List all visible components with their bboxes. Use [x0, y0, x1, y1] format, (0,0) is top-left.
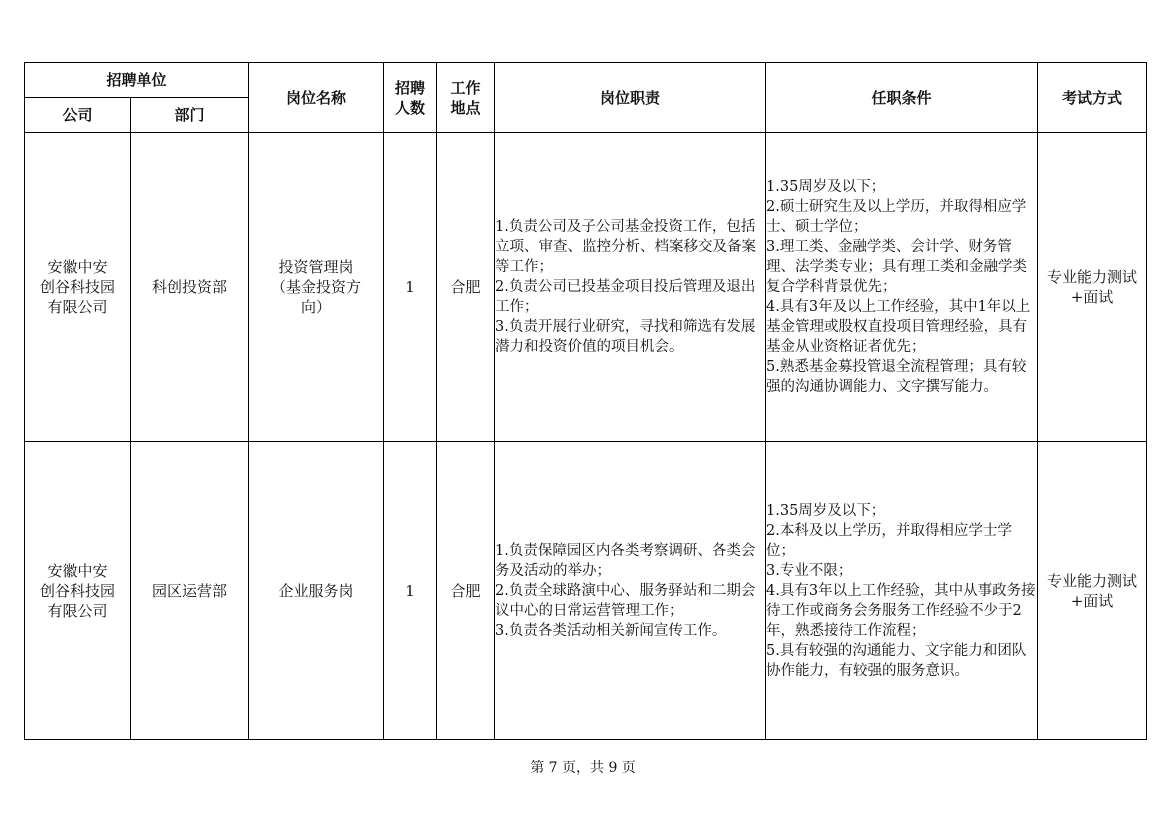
duty-item: 1.负责保障园区内各类考察调研、各类会务及活动的举办；: [495, 542, 756, 579]
requirement-item: 1.35周岁及以下；: [766, 179, 886, 195]
duties-cell: [495, 442, 766, 740]
page-number: 第 7 页，共 9 页: [530, 760, 636, 776]
duty-item: 2.负责全球路演中心、服务驿站和二期会议中心的日常运营管理工作；: [495, 582, 756, 619]
header-requirements: 任职条件: [766, 63, 1038, 133]
requirement-item: 4.具有3年以上工作经验，其中从事政务接待工作或商务会务服务工作经验不少于2年，熟悉接待工作流程；: [766, 582, 1036, 639]
requirement-item: 2.硕士研究生及以上学历，并取得相应学士、硕士学位；: [766, 199, 1027, 235]
requirement-item: 1.35周岁及以下；: [766, 502, 886, 519]
requirement-item: 3.理工类、金融学类、会计学、财务管理、法学类专业；具有理工类和金融学类复合学科背景优先；: [766, 239, 1028, 295]
header-duties: 岗位职责: [495, 63, 766, 133]
requirement-item: 2.本科及以上学历，并取得相应学士学位；: [766, 522, 1012, 559]
duties-cell: [495, 133, 766, 442]
headcount-cell: 1: [384, 133, 437, 442]
table-row: [25, 442, 1147, 740]
table-row: [25, 133, 1147, 442]
requirement-item: 5.熟悉基金募投管退全流程管理；具有较强的沟通协调能力、文字撰写能力。: [766, 359, 1027, 395]
company-cell: 安徽中安 创谷科技园 有限公司: [25, 442, 131, 740]
header-exam: 考试方式: [1038, 63, 1147, 133]
company-cell: 安徽中安 创谷科技园 有限公司: [25, 133, 131, 442]
recruitment-table: [24, 62, 1147, 740]
headcount-cell: 1: [384, 442, 437, 740]
requirements-cell: [766, 133, 1038, 442]
position-cell: 投资管理岗 （基金投资方 向）: [249, 133, 384, 442]
exam-cell: 专业能力测试 +面试: [1038, 133, 1147, 442]
requirements-cell: [766, 442, 1038, 740]
header-location: 工作 地点: [437, 63, 495, 133]
duty-item: 1.负责公司及子公司基金投资工作，包括立项、审查、监控分析、档案移交及备案等工作；: [495, 219, 757, 275]
header-position: 岗位名称: [249, 63, 384, 133]
duty-item: 3.负责各类活动相关新闻宣传工作。: [495, 622, 727, 639]
requirement-item: 4.具有3年及以上工作经验，其中1年以上基金管理或股权直投项目管理经验，具有基金从业资格证者优先；: [766, 299, 1031, 355]
location-cell: 合肥: [437, 442, 495, 740]
position-cell: 企业服务岗: [249, 442, 384, 740]
duty-item: 2.负责公司已投基金项目投后管理及退出工作；: [495, 279, 756, 315]
requirement-item: 3.专业不限；: [766, 562, 853, 579]
location-cell: 合肥: [437, 133, 495, 442]
header-row-1: [25, 63, 1147, 98]
department-cell: 园区运营部: [131, 442, 249, 740]
header-department: 部门: [131, 98, 249, 133]
header-company: 公司: [25, 98, 131, 133]
requirement-item: 5.具有较强的沟通能力、文字能力和团队协作能力，有较强的服务意识。: [766, 642, 1027, 679]
header-unit-group: 招聘单位: [25, 63, 249, 98]
department-cell: 科创投资部: [131, 133, 249, 442]
duty-item: 3.负责开展行业研究，寻找和筛选有发展潜力和投资价值的项目机会。: [495, 319, 756, 355]
exam-cell: 专业能力测试 +面试: [1038, 442, 1147, 740]
header-headcount: 招聘 人数: [384, 63, 437, 133]
